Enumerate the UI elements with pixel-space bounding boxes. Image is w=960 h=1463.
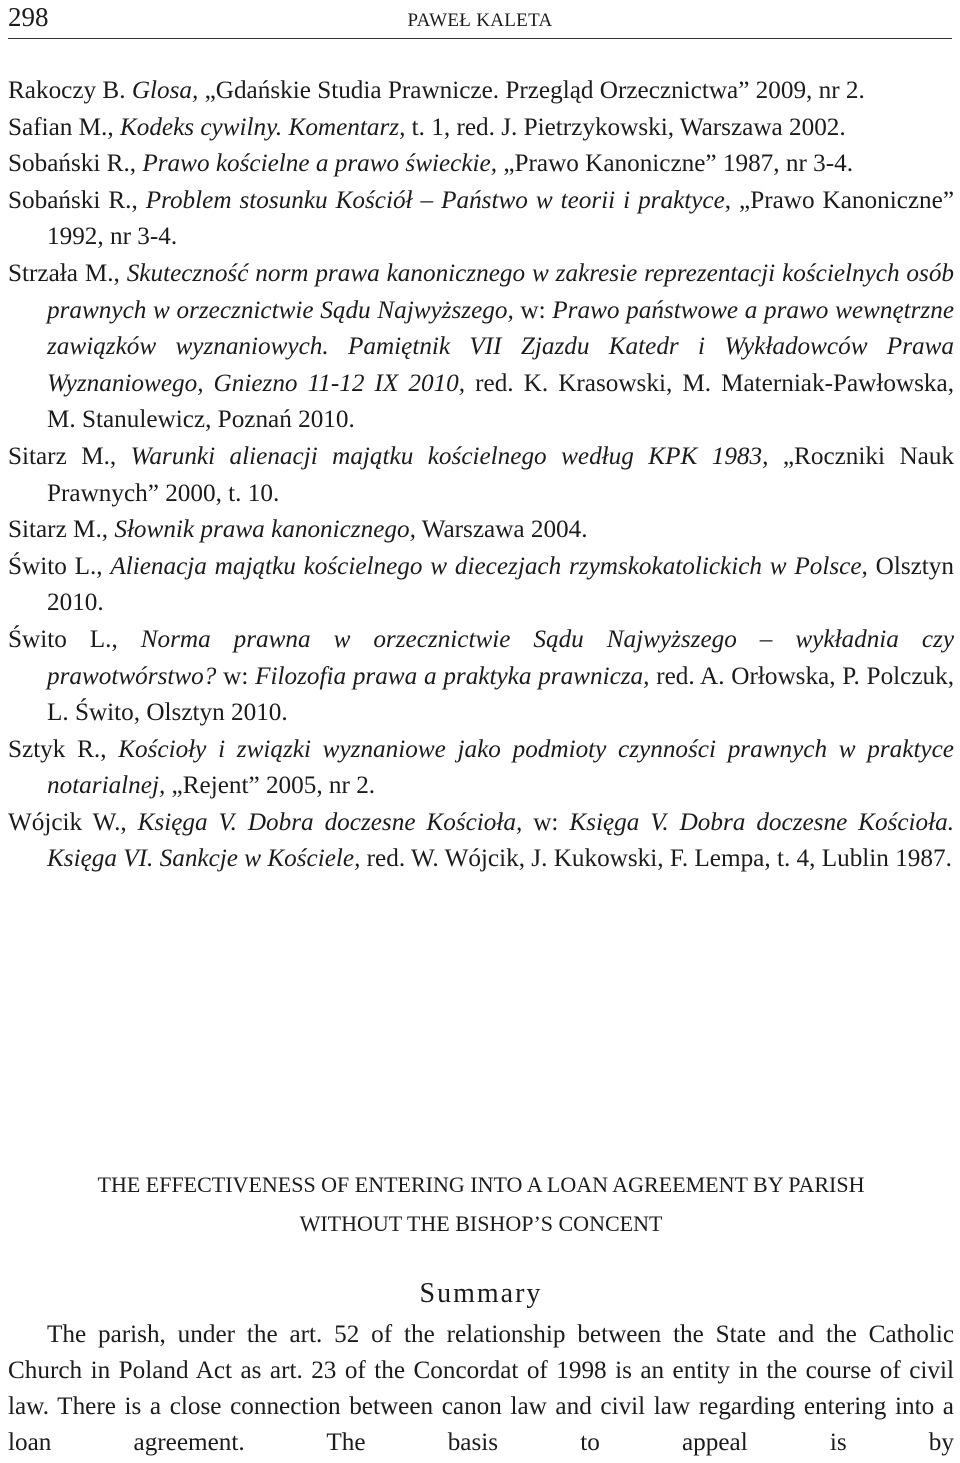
summary-paragraph: The parish, under the art. 52 of the relationship between the State and the Catholic Church in Poland Act as art. 23 of the Concordat of 1998 is an entity in the course of civil law. There is a close connection between canon law and civil law regarding entering into a loan agreement. The basis to appeal is by [8, 1321, 954, 1456]
entry-container-title: Filozofia prawa a praktyka prawnicza, [255, 662, 650, 690]
entry-author: Sitarz M. [8, 442, 110, 470]
entry-details: „Roczniki Nauk Prawnych” 2000, t. 10. [47, 442, 955, 507]
entry-separator: , [113, 259, 127, 287]
entry-author: Świto L. [8, 625, 112, 653]
entry-connector: w: [216, 662, 256, 690]
entry-author: Świto L. [8, 552, 97, 580]
entry-title: Skuteczność norm prawa kanonicznego w zakresie reprezentacji kościelnych osób prawnych w orzecznictwie Sądu Najwyższego, [47, 259, 955, 324]
entry-separator: , [101, 516, 115, 544]
entry-title: Problem stosunku Kościół – Państwo w teorii i praktyce, [145, 186, 732, 214]
bibliography-entry [8, 183, 954, 256]
entry-author: Sitarz M. [8, 516, 102, 544]
entry-title: Słownik prawa kanonicznego, [114, 516, 416, 544]
entry-author: Sobański R. [8, 186, 132, 214]
entry-author: Sztyk R. [8, 735, 101, 763]
entry-details: red. A. Orłowska, P. Polczuk, L. Świto, Olsztyn 2010. [47, 662, 954, 727]
entry-separator: , [129, 150, 143, 178]
entry-details: „Prawo Kanoniczne” 1987, nr 3-4. [497, 150, 854, 178]
entry-separator: , [120, 808, 138, 836]
entry-details: Warszawa 2004. [415, 516, 588, 544]
entry-separator: , [131, 186, 146, 214]
entry-author: Strzała M. [8, 259, 114, 287]
english-article-title [8, 1165, 954, 1243]
entry-author: Wójcik W. [8, 808, 121, 836]
entry-details: Olsztyn 2010. [47, 552, 954, 617]
entry-title: Prawo kościelne a prawo świeckie, [142, 150, 498, 178]
bibliography-entry [8, 622, 954, 732]
entry-separator: , [109, 442, 131, 470]
english-title-line-2: WITHOUT THE BISHOP’S CONCENT [299, 1211, 663, 1236]
entry-author: Sobański R. [8, 150, 130, 178]
bibliography-entry [8, 439, 954, 512]
summary-heading: Summary [419, 1278, 543, 1309]
english-title-line-1: THE EFFECTIVENESS OF ENTERING INTO A LOAN AGREEMENT BY PARISH [97, 1172, 865, 1197]
entry-title: Kodeks cywilny. Komentarz, [119, 113, 406, 141]
entry-details: „Prawo Kanoniczne” 1992, nr 3-4. [47, 186, 955, 251]
entry-container-title: Księga V. Dobra doczesne Kościoła. Księga VI. Sankcje w Kościele, [47, 808, 955, 873]
bibliography-entry [8, 732, 954, 805]
entry-details: „Gdańskie Studia Prawnicze. Przegląd Orzecznictwa” 2009, nr 2. [198, 77, 865, 104]
running-head: PAWEŁ KALETA [407, 10, 553, 31]
entry-details: „Rejent” 2005, nr 2. [165, 772, 376, 800]
entry-title: Księga V. Dobra doczesne Kościoła, [137, 808, 523, 836]
entry-author: Safian M. [8, 113, 108, 141]
bibliography-list [8, 73, 954, 878]
entry-title: Alienacja majątku kościelnego w diecezjach rzymskokatolickich w Polsce, [110, 552, 868, 580]
bibliography-entry [8, 110, 954, 147]
entry-separator: , [96, 552, 111, 580]
entry-details: red. K. Krasowski, M. Materniak-Pawłowska, M. Stanulewicz, Poznań 2010. [47, 369, 955, 434]
page-header [8, 0, 952, 39]
entry-connector: w: [513, 296, 553, 324]
page-number: 298 [8, 2, 49, 32]
entry-container-title: Prawo państwowe a prawo wewnętrzne zawiązków wyznaniowych. Pamiętnik VII Zjazdu Katedr i Wykładowców Prawa Wyznaniowego, Gniezno 11-12 IX 2010, [47, 296, 954, 397]
bibliography-entry [8, 256, 954, 439]
bibliography-entry [8, 73, 954, 110]
entry-separator: , [111, 625, 141, 653]
entry-separator: , [100, 735, 119, 763]
entry-author: Rakoczy B. [8, 77, 126, 104]
entry-title: Norma prawna w orzecznictwie Sądu Najwyższego – wykładnia czy prawotwórstwo? [47, 625, 955, 690]
entry-connector: w: [522, 808, 570, 836]
entry-title: Warunki alienacji majątku kościelnego według KPK 1983, [130, 442, 769, 470]
entry-details: red. W. Wójcik, J. Kukowski, F. Lempa, t. 4, Lublin 1987. [360, 845, 952, 873]
entry-title: Kościoły i związki wyznaniowe jako podmioty czynności prawnych w praktyce notarialnej, [47, 735, 954, 800]
entry-separator: , [107, 113, 120, 141]
bibliography-entry [8, 146, 954, 183]
bibliography-entry [8, 512, 954, 549]
bibliography-entry [8, 805, 954, 878]
entry-details: t. 1, red. J. Pietrzykowski, Warszawa 2002. [405, 113, 846, 141]
bibliography-entry [8, 549, 954, 622]
entry-title: Glosa, [131, 77, 199, 104]
